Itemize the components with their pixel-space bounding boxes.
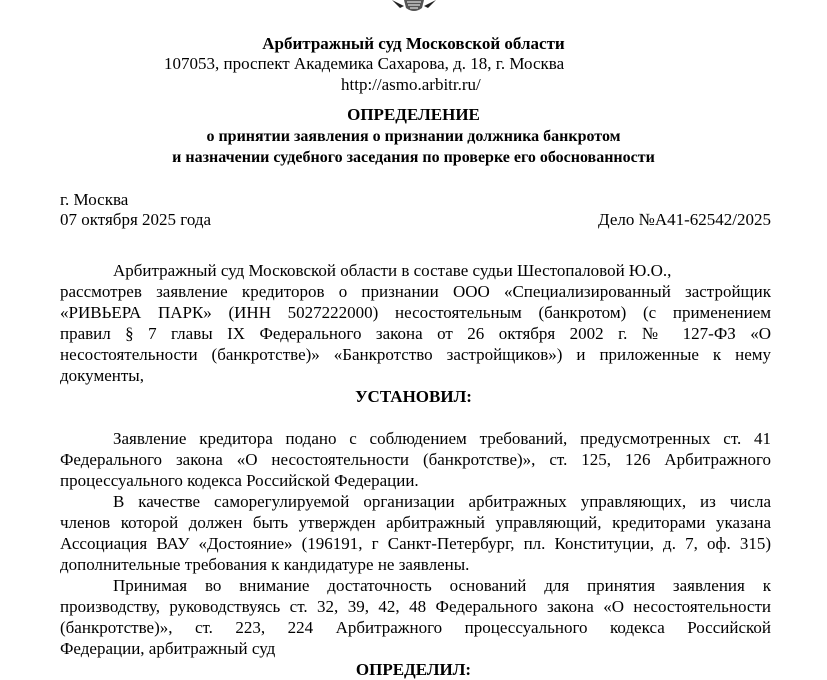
determined-heading: ОПРЕДЕЛИЛ: [355, 660, 472, 679]
court-website[interactable]: http://asmo.arbitr.ru/ [341, 75, 481, 94]
established-heading: УСТАНОВИЛ: [355, 387, 472, 406]
case-number: Дело №А41-62542/2025 [598, 210, 771, 229]
paragraph-line: (банкротстве)», ст. 223, 224 Арбитражного процессуального кодекса Российской [60, 618, 771, 637]
intro-line: несостоятельности (банкротстве)» «Банкротство застройщиков») и приложенные к нему [60, 345, 771, 364]
court-address: 107053, проспект Академика Сахарова, д. 18, г. Москва [164, 54, 565, 73]
paragraph-line: процессуального кодекса Российской Федерации. [60, 471, 419, 490]
document-date: 07 октября 2025 года [60, 210, 212, 229]
city: г. Москва [60, 190, 129, 209]
paragraph-line: членов которой должен быть утвержден арбитражный управляющий, кредиторами указана [60, 513, 771, 532]
paragraph-line: производству, руководствуясь ст. 32, 39, 42, 48 Федерального закона «О несостоятельности [60, 597, 771, 616]
paragraph-line: Принимая во внимание достаточность оснований для принятия заявления к [113, 576, 771, 595]
court-name: Арбитражный суд Московской области [262, 34, 565, 53]
intro-line: правил § 7 главы IX Федерального закона от 26 октября 2002 г. № 127-ФЗ «О [60, 324, 771, 343]
coat-of-arms-icon [390, 0, 438, 14]
paragraph-line: Заявление кредитора подано с соблюдением требований, предусмотренных ст. 41 [113, 429, 771, 448]
document-subtitle-1: о принятии заявления о признании должника банкротом [206, 128, 621, 145]
intro-line: рассмотрев заявление кредиторов о признании ООО «Специализированный застройщик [60, 282, 771, 301]
paragraph-line: Федерального закона «О несостоятельности (банкротстве)», ст. 125, 126 Арбитражного [60, 450, 771, 469]
paragraph-line: дополнительные требования к кандидатуре не заявлены. [60, 555, 470, 574]
intro-line: Арбитражный суд Московской области в составе судьи Шестопаловой Ю.О., [113, 261, 672, 280]
document-title: ОПРЕДЕЛЕНИЕ [347, 105, 480, 124]
intro-line: «РИВЬЕРА ПАРК» (ИНН 5027222000) несостоятельным (банкротом) (с применением [60, 303, 771, 322]
paragraph-line: Ассоциация ВАУ «Достояние» (196191, г Санкт-Петербург, пл. Конституции, д. 7, оф. 315) [60, 534, 771, 553]
intro-line: документы, [60, 366, 144, 385]
paragraph-line: В качестве саморегулируемой организации арбитражных управляющих, из числа [113, 492, 771, 511]
paragraph-line: Федерации, арбитражный суд [60, 639, 276, 658]
document-subtitle-2: и назначении судебного заседания по проверке его обоснованности [172, 149, 655, 166]
